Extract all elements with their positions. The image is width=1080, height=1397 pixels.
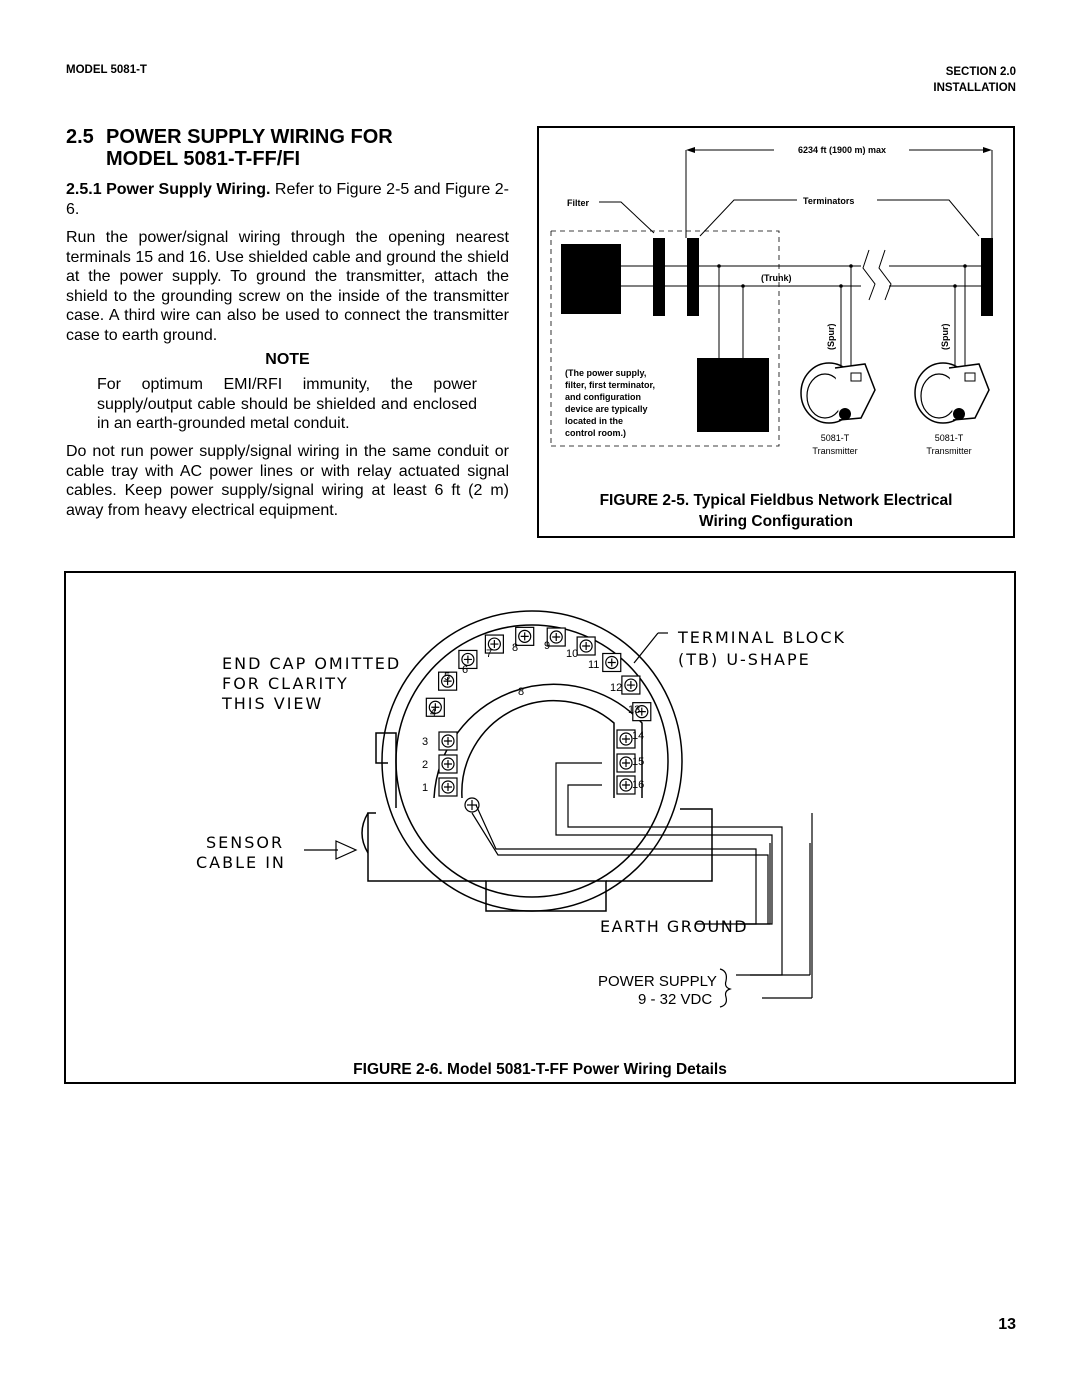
figure-2-5-caption-line2: Wiring Configuration	[699, 513, 853, 530]
section-title-line1: POWER SUPPLY WIRING FOR	[106, 126, 393, 148]
figure-2-5-caption-line1: FIGURE 2-5. Typical Fieldbus Network Electrical	[599, 492, 953, 509]
fieldbus-network-diagram	[539, 128, 1013, 536]
spur-label: (Spur)	[940, 323, 950, 350]
configuration-device-block	[697, 358, 769, 432]
section-number: 2.5	[66, 126, 94, 148]
end-cap-note: END CAP OMITTED FOR CLARITY THIS VIEW	[222, 654, 402, 713]
subsection-lead: 2.5.1 Power Supply Wiring.	[66, 181, 271, 198]
power-wiring-diagram	[66, 573, 1014, 1082]
terminal-block-label: TERMINAL BLOCK (TB) U-SHAPE	[678, 628, 847, 669]
transmitter-housing	[362, 611, 712, 911]
trunk-label: (Trunk)	[761, 273, 792, 283]
sensor-cable-label: SENSOR CABLE IN	[196, 833, 286, 872]
distance-label: 6234 ft (1900 m) max	[797, 145, 887, 155]
filter-block	[653, 238, 665, 316]
paragraph-power-supply-wiring	[66, 180, 509, 219]
section-heading	[66, 126, 526, 170]
earth-ground-label: EARTH GROUND	[600, 917, 749, 936]
note-heading: NOTE	[265, 351, 310, 368]
transmitter-label: Transmitter	[926, 446, 972, 456]
header-section-title: SECTION 2.0	[945, 66, 1016, 78]
page-number: 13	[998, 1316, 1016, 1333]
header-subsection-title: INSTALLATION	[933, 82, 1016, 94]
svg-text:5: 5	[444, 671, 451, 683]
transmitter-icon	[915, 363, 989, 423]
paragraph-run-wiring: Run the power/signal wiring through the opening nearest terminals 15 and 16. Use shielded cable and ground the shield at the power supply. To ground the transmitter, attach the shield to the grounding screw on the inside of the transmitter case. A third wire can also be used to connect the transmitter case to earth ground.	[66, 229, 509, 344]
svg-text:8: 8	[512, 642, 519, 654]
paragraph-separation: Do not run power supply/signal wiring in the same conduit or cable tray with AC power lines or with relay actuated signal cables. Keep power supply/signal wiring at least 6 ft (2 m) away from heavy electrical equipment.	[66, 443, 509, 519]
svg-text:14: 14	[632, 730, 645, 742]
transmitter-icon	[801, 363, 875, 423]
subsection-text: Refer to Figure 2-5 and Figure 2-6.	[66, 181, 509, 218]
filter-label: Filter	[567, 198, 590, 208]
svg-text:11: 11	[588, 659, 600, 671]
svg-text:3: 3	[422, 736, 429, 748]
svg-text:16: 16	[632, 779, 645, 791]
section-title-line2: MODEL 5081-T-FF/FI	[106, 148, 301, 170]
svg-text:1: 1	[422, 782, 429, 794]
terminator-block	[981, 238, 993, 316]
spur-label: (Spur)	[826, 323, 836, 350]
svg-text:4: 4	[430, 707, 437, 719]
control-room-note: (The power supply, filter, first terminator, and configuration device are typically located in the control room.)	[565, 368, 656, 438]
svg-text:13: 13	[628, 704, 641, 716]
svg-text:2: 2	[422, 759, 429, 771]
transmitter-model: 5081-T	[820, 433, 850, 443]
power-supply-label: POWER SUPPLY 9 - 32 VDC	[598, 973, 717, 1008]
svg-text:15: 15	[632, 756, 645, 768]
terminal-block	[426, 627, 650, 796]
svg-text:7: 7	[486, 648, 493, 660]
svg-text:12: 12	[610, 682, 623, 694]
svg-text:10: 10	[566, 648, 579, 660]
header-section	[816, 64, 1016, 96]
header-model: MODEL 5081-T	[66, 64, 147, 76]
note-text: For optimum EMI/RFI immunity, the power supply/output cable should be shielded and enclosed in an earth-grounded metal conduit.	[97, 376, 477, 432]
figure-2-5	[537, 126, 1015, 538]
figure-2-5-caption	[539, 490, 1013, 532]
terminators-label: Terminators	[803, 196, 855, 206]
svg-text:8: 8	[518, 686, 525, 698]
figure-2-6	[64, 571, 1016, 1084]
transmitter-label: Transmitter	[812, 446, 858, 456]
power-supply-block	[561, 244, 621, 314]
svg-text:6: 6	[462, 664, 469, 676]
transmitter-model: 5081-T	[934, 433, 964, 443]
grounding-screw-icon	[465, 798, 479, 812]
svg-text:9: 9	[544, 640, 551, 652]
figure-2-6-caption: FIGURE 2-6. Model 5081-T-FF Power Wiring Details	[353, 1061, 727, 1078]
terminator-block	[687, 238, 699, 316]
